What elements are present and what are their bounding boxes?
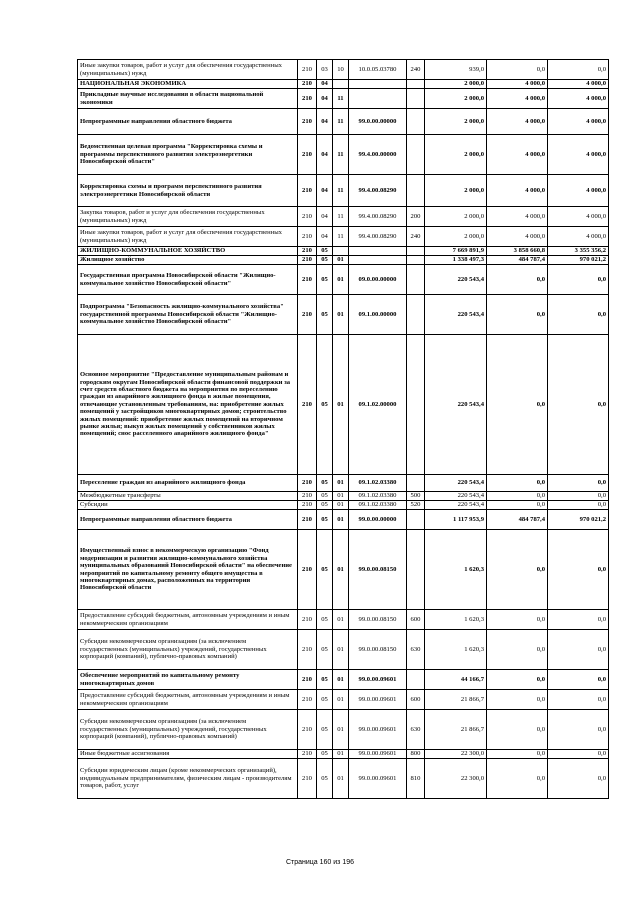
row-subsection: 01 [333,501,349,510]
row-subsection: 01 [333,610,349,630]
row-subsection: 01 [333,492,349,501]
row-amount-year1: 2 000,0 [425,89,487,109]
row-expense-type [407,475,425,492]
row-section: 05 [317,501,333,510]
row-amount-year2: 4 000,0 [487,175,548,207]
row-expense-type [407,175,425,207]
row-target-article: 99.0.00.09601 [349,710,407,750]
row-amount-year2: 0,0 [487,265,548,295]
row-subsection: 01 [333,265,349,295]
table-row [78,690,609,710]
row-subsection: 01 [333,295,349,335]
row-amount-year3: 0,0 [548,492,609,501]
row-name: Жилищное хозяйство [78,256,298,265]
row-amount-year1: 7 669 891,9 [425,247,487,256]
row-target-article: 09.1.02.03380 [349,492,407,501]
row-amount-year1: 939,0 [425,60,487,80]
row-amount-year2: 0,0 [487,60,548,80]
row-amount-year3: 4 000,0 [548,227,609,247]
row-expense-type: 630 [407,630,425,670]
row-amount-year3: 4 000,0 [548,89,609,109]
row-expense-type [407,89,425,109]
row-grbs: 210 [298,630,317,670]
row-grbs: 210 [298,247,317,256]
row-amount-year2: 484 787,4 [487,256,548,265]
row-amount-year3: 4 000,0 [548,80,609,89]
row-amount-year2: 0,0 [487,670,548,690]
row-target-article: 99.0.00.00000 [349,109,407,135]
row-name: Иные закупки товаров, работ и услуг для обеспечения государственных (муниципальных) нужд [78,60,298,80]
table-row [78,759,609,799]
row-section: 05 [317,510,333,530]
row-name: Подпрограмма "Безопасность жилищно-коммунального хозяйства" государственной программы Новосибирской области "Жилищно-коммунальное хозяйство Новосибирской области" [78,295,298,335]
row-amount-year1: 220 543,4 [425,335,487,475]
row-amount-year2: 0,0 [487,710,548,750]
row-section: 05 [317,530,333,610]
row-section: 05 [317,256,333,265]
row-name: Субсидии некоммерческим организациям (за исключением государственных (муниципальных) учреждений, государственных корпораций (компаний), публично-правовых компаний) [78,710,298,750]
row-section: 04 [317,135,333,175]
row-amount-year2: 0,0 [487,750,548,759]
row-name: ЖИЛИЩНО-КОММУНАЛЬНОЕ ХОЗЯЙСТВО [78,247,298,256]
row-subsection: 01 [333,335,349,475]
row-subsection: 01 [333,256,349,265]
row-amount-year1: 1 620,3 [425,610,487,630]
row-expense-type: 630 [407,710,425,750]
row-section: 04 [317,109,333,135]
row-subsection: 01 [333,690,349,710]
row-amount-year3: 4 000,0 [548,207,609,227]
row-grbs: 210 [298,759,317,799]
row-subsection: 11 [333,89,349,109]
row-target-article: 99.0.00.09601 [349,690,407,710]
row-target-article: 99.0.00.08150 [349,530,407,610]
row-expense-type: 520 [407,501,425,510]
row-target-article: 10.0.05.03780 [349,60,407,80]
row-amount-year2: 0,0 [487,530,548,610]
row-amount-year1: 220 543,4 [425,501,487,510]
row-grbs: 210 [298,670,317,690]
table-row [78,335,609,475]
row-amount-year1: 1 620,3 [425,530,487,610]
row-expense-type [407,670,425,690]
row-target-article: 99.0.00.09601 [349,759,407,799]
row-amount-year3: 0,0 [548,475,609,492]
row-section: 04 [317,227,333,247]
row-section: 05 [317,247,333,256]
row-name: Обеспечение мероприятий по капитальному ремонту многоквартирных домов [78,670,298,690]
row-amount-year2: 0,0 [487,335,548,475]
row-amount-year2: 4 000,0 [487,80,548,89]
row-grbs: 210 [298,60,317,80]
row-target-article [349,89,407,109]
row-grbs: 210 [298,710,317,750]
row-section: 05 [317,475,333,492]
row-target-article: 09.1.00.00000 [349,295,407,335]
row-amount-year1: 220 543,4 [425,265,487,295]
row-grbs: 210 [298,227,317,247]
row-expense-type [407,256,425,265]
row-name: Ведомственная целевая программа "Корректировка схемы и программы перспективного развития электроэнергетики Новосибирской области" [78,135,298,175]
table-row [78,207,609,227]
row-name: Предоставление субсидий бюджетным, автономным учреждениям и иным некоммерческим организациям [78,610,298,630]
row-name: Субсидии [78,501,298,510]
row-grbs: 210 [298,175,317,207]
row-grbs: 210 [298,109,317,135]
row-subsection: 11 [333,175,349,207]
row-target-article: 09.1.02.03380 [349,475,407,492]
row-section: 05 [317,630,333,670]
row-amount-year3: 0,0 [548,265,609,295]
row-name: Непрограммные направления областного бюджета [78,510,298,530]
row-expense-type: 600 [407,610,425,630]
row-target-article: 09.1.02.00000 [349,335,407,475]
row-target-article: 99.0.00.08150 [349,630,407,670]
row-expense-type [407,109,425,135]
row-amount-year3: 4 000,0 [548,175,609,207]
row-expense-type [407,295,425,335]
row-expense-type [407,335,425,475]
row-target-article: 09.1.02.03380 [349,501,407,510]
row-amount-year2: 4 000,0 [487,207,548,227]
row-target-article [349,256,407,265]
row-grbs: 210 [298,475,317,492]
row-grbs: 210 [298,690,317,710]
row-subsection: 01 [333,750,349,759]
row-amount-year1: 22 300,0 [425,750,487,759]
table-row [78,247,609,256]
row-amount-year1: 21 866,7 [425,710,487,750]
row-subsection: 11 [333,135,349,175]
row-amount-year2: 3 858 660,8 [487,247,548,256]
table-row [78,265,609,295]
row-expense-type: 600 [407,690,425,710]
row-subsection: 01 [333,475,349,492]
table-row [78,630,609,670]
table-row [78,60,609,80]
row-section: 04 [317,207,333,227]
row-amount-year1: 1 338 497,3 [425,256,487,265]
row-grbs: 210 [298,295,317,335]
row-grbs: 210 [298,207,317,227]
row-name: Субсидии юридическим лицам (кроме некоммерческих организаций), индивидуальным предпринимателям, физическим лицам - производителям товаров, работ, услуг [78,759,298,799]
row-grbs: 210 [298,256,317,265]
row-name: Непрограммные направления областного бюджета [78,109,298,135]
row-subsection: 01 [333,530,349,610]
row-target-article [349,247,407,256]
row-grbs: 210 [298,135,317,175]
row-grbs: 210 [298,492,317,501]
row-amount-year2: 484 787,4 [487,510,548,530]
row-subsection: 01 [333,630,349,670]
row-subsection: 11 [333,109,349,135]
row-amount-year1: 2 000,0 [425,207,487,227]
row-section: 05 [317,750,333,759]
row-name: Имущественный взнос в некоммерческую организацию "Фонд модернизации и развития жилищно-коммунального хозяйства муниципальных образований Новосибирской области" на обеспечение мероприятий по капитальному ремонту общего имущества в многоквартирных домах, расположенных на территории Новосибирской области [78,530,298,610]
row-section: 03 [317,60,333,80]
row-amount-year3: 0,0 [548,60,609,80]
table-row [78,510,609,530]
table-row [78,295,609,335]
row-amount-year1: 1 117 953,9 [425,510,487,530]
row-amount-year2: 0,0 [487,475,548,492]
row-amount-year3: 4 000,0 [548,109,609,135]
table-row [78,175,609,207]
row-subsection [333,247,349,256]
table-row [78,530,609,610]
row-amount-year1: 220 543,4 [425,295,487,335]
row-section: 05 [317,265,333,295]
row-amount-year2: 0,0 [487,630,548,670]
row-name: Межбюджетные трансферты [78,492,298,501]
row-subsection: 01 [333,710,349,750]
row-amount-year1: 220 543,4 [425,475,487,492]
row-section: 05 [317,710,333,750]
row-amount-year1: 2 000,0 [425,80,487,89]
row-expense-type: 240 [407,227,425,247]
row-expense-type [407,530,425,610]
row-name: Основное мероприятие "Предоставление муниципальным районам и городским округам Новосибирской области финансовой поддержки за счет средств областного бюджета на мероприятия по переселению граждан из аварийного жилищного фонда в жилые помещения, отвечающие установленным требованиям, на: приобретение жилых помещений у застройщиков многоквартирных домов; строительство жилых помещений: приобретение жилых помещений на вторичном рынке жилья; выкуп жилых помещений у собственников жилых помещений; снос расселенного аварийного жилищного фонда" [78,335,298,475]
row-section: 05 [317,492,333,501]
row-expense-type [407,80,425,89]
row-amount-year2: 0,0 [487,501,548,510]
row-subsection: 11 [333,227,349,247]
row-amount-year3: 0,0 [548,501,609,510]
row-amount-year1: 44 166,7 [425,670,487,690]
row-subsection: 10 [333,60,349,80]
row-amount-year3: 0,0 [548,295,609,335]
row-expense-type [407,135,425,175]
row-grbs: 210 [298,80,317,89]
row-amount-year1: 2 000,0 [425,135,487,175]
row-expense-type [407,247,425,256]
row-section: 04 [317,175,333,207]
table-row [78,109,609,135]
row-name: Переселение граждан из аварийного жилищного фонда [78,475,298,492]
row-name: Государственная программа Новосибирской области "Жилищно-коммунальное хозяйство Новосибирской области" [78,265,298,295]
row-name: Иные закупки товаров, работ и услуг для обеспечения государственных (муниципальных) нужд [78,227,298,247]
row-amount-year1: 22 300,0 [425,759,487,799]
row-name: Иные бюджетные ассигнования [78,750,298,759]
row-amount-year2: 0,0 [487,759,548,799]
table-row [78,475,609,492]
table-row [78,501,609,510]
row-grbs: 210 [298,510,317,530]
row-section: 05 [317,690,333,710]
row-expense-type [407,265,425,295]
row-amount-year3: 970 021,2 [548,510,609,530]
row-name: Закупка товаров, работ и услуг для обеспечения государственных (муниципальных) нужд [78,207,298,227]
row-amount-year1: 2 000,0 [425,109,487,135]
row-amount-year3: 0,0 [548,335,609,475]
row-grbs: 210 [298,610,317,630]
row-amount-year1: 2 000,0 [425,227,487,247]
row-amount-year3: 0,0 [548,530,609,610]
row-amount-year2: 0,0 [487,610,548,630]
row-target-article: 09.0.00.00000 [349,265,407,295]
row-section: 05 [317,295,333,335]
budget-table [77,59,609,799]
row-target-article: 99.4.00.08290 [349,207,407,227]
row-amount-year3: 3 355 356,2 [548,247,609,256]
row-amount-year3: 0,0 [548,690,609,710]
row-subsection: 01 [333,510,349,530]
row-grbs: 210 [298,501,317,510]
table-row [78,135,609,175]
row-section: 05 [317,335,333,475]
table-row [78,670,609,690]
row-target-article: 99.4.00.00000 [349,135,407,175]
row-target-article [349,80,407,89]
table-row [78,710,609,750]
row-name: Предоставление субсидий бюджетным, автономным учреждениям и иным некоммерческим организациям [78,690,298,710]
row-expense-type: 800 [407,750,425,759]
row-name: Корректировка схемы и программ перспективного развития электроэнергетики Новосибирской области [78,175,298,207]
row-amount-year3: 0,0 [548,670,609,690]
row-amount-year2: 0,0 [487,690,548,710]
row-section: 04 [317,80,333,89]
row-amount-year2: 4 000,0 [487,109,548,135]
row-amount-year3: 0,0 [548,610,609,630]
row-name: Прикладные научные исследования в области национальной экономики [78,89,298,109]
row-amount-year2: 4 000,0 [487,135,548,175]
row-section: 05 [317,759,333,799]
row-amount-year1: 21 866,7 [425,690,487,710]
table-row [78,80,609,89]
row-amount-year3: 0,0 [548,750,609,759]
row-amount-year2: 0,0 [487,492,548,501]
row-subsection: 01 [333,759,349,799]
table-row [78,227,609,247]
row-target-article: 99.0.00.09601 [349,750,407,759]
row-subsection: 01 [333,670,349,690]
row-amount-year3: 4 000,0 [548,135,609,175]
row-grbs: 210 [298,89,317,109]
row-section: 05 [317,670,333,690]
row-target-article: 99.0.00.09601 [349,670,407,690]
table-row [78,492,609,501]
table-row [78,89,609,109]
row-section: 04 [317,89,333,109]
page-footer: Страница 160 из 196 [285,859,355,866]
row-amount-year3: 970 021,2 [548,256,609,265]
table-row [78,750,609,759]
row-amount-year2: 0,0 [487,295,548,335]
row-grbs: 210 [298,750,317,759]
table-row [78,256,609,265]
row-amount-year3: 0,0 [548,759,609,799]
row-target-article: 99.4.00.08290 [349,227,407,247]
row-amount-year1: 1 620,3 [425,630,487,670]
row-name: НАЦИОНАЛЬНАЯ ЭКОНОМИКА [78,80,298,89]
row-amount-year2: 4 000,0 [487,89,548,109]
table-row [78,610,609,630]
row-grbs: 210 [298,335,317,475]
row-amount-year3: 0,0 [548,710,609,750]
row-expense-type: 200 [407,207,425,227]
row-section: 05 [317,610,333,630]
row-grbs: 210 [298,265,317,295]
row-amount-year1: 220 543,4 [425,492,487,501]
row-expense-type: 500 [407,492,425,501]
row-subsection [333,80,349,89]
row-target-article: 99.4.00.08290 [349,175,407,207]
row-name: Субсидии некоммерческим организациям (за исключением государственных (муниципальных) учреждений, государственных корпораций (компаний), публично-правовых компаний) [78,630,298,670]
row-target-article: 99.0.00.00000 [349,510,407,530]
row-amount-year2: 4 000,0 [487,227,548,247]
row-subsection: 11 [333,207,349,227]
row-expense-type: 240 [407,60,425,80]
row-target-article: 99.0.00.08150 [349,610,407,630]
row-amount-year3: 0,0 [548,630,609,670]
row-grbs: 210 [298,530,317,610]
row-amount-year1: 2 000,0 [425,175,487,207]
row-expense-type: 810 [407,759,425,799]
row-expense-type [407,510,425,530]
